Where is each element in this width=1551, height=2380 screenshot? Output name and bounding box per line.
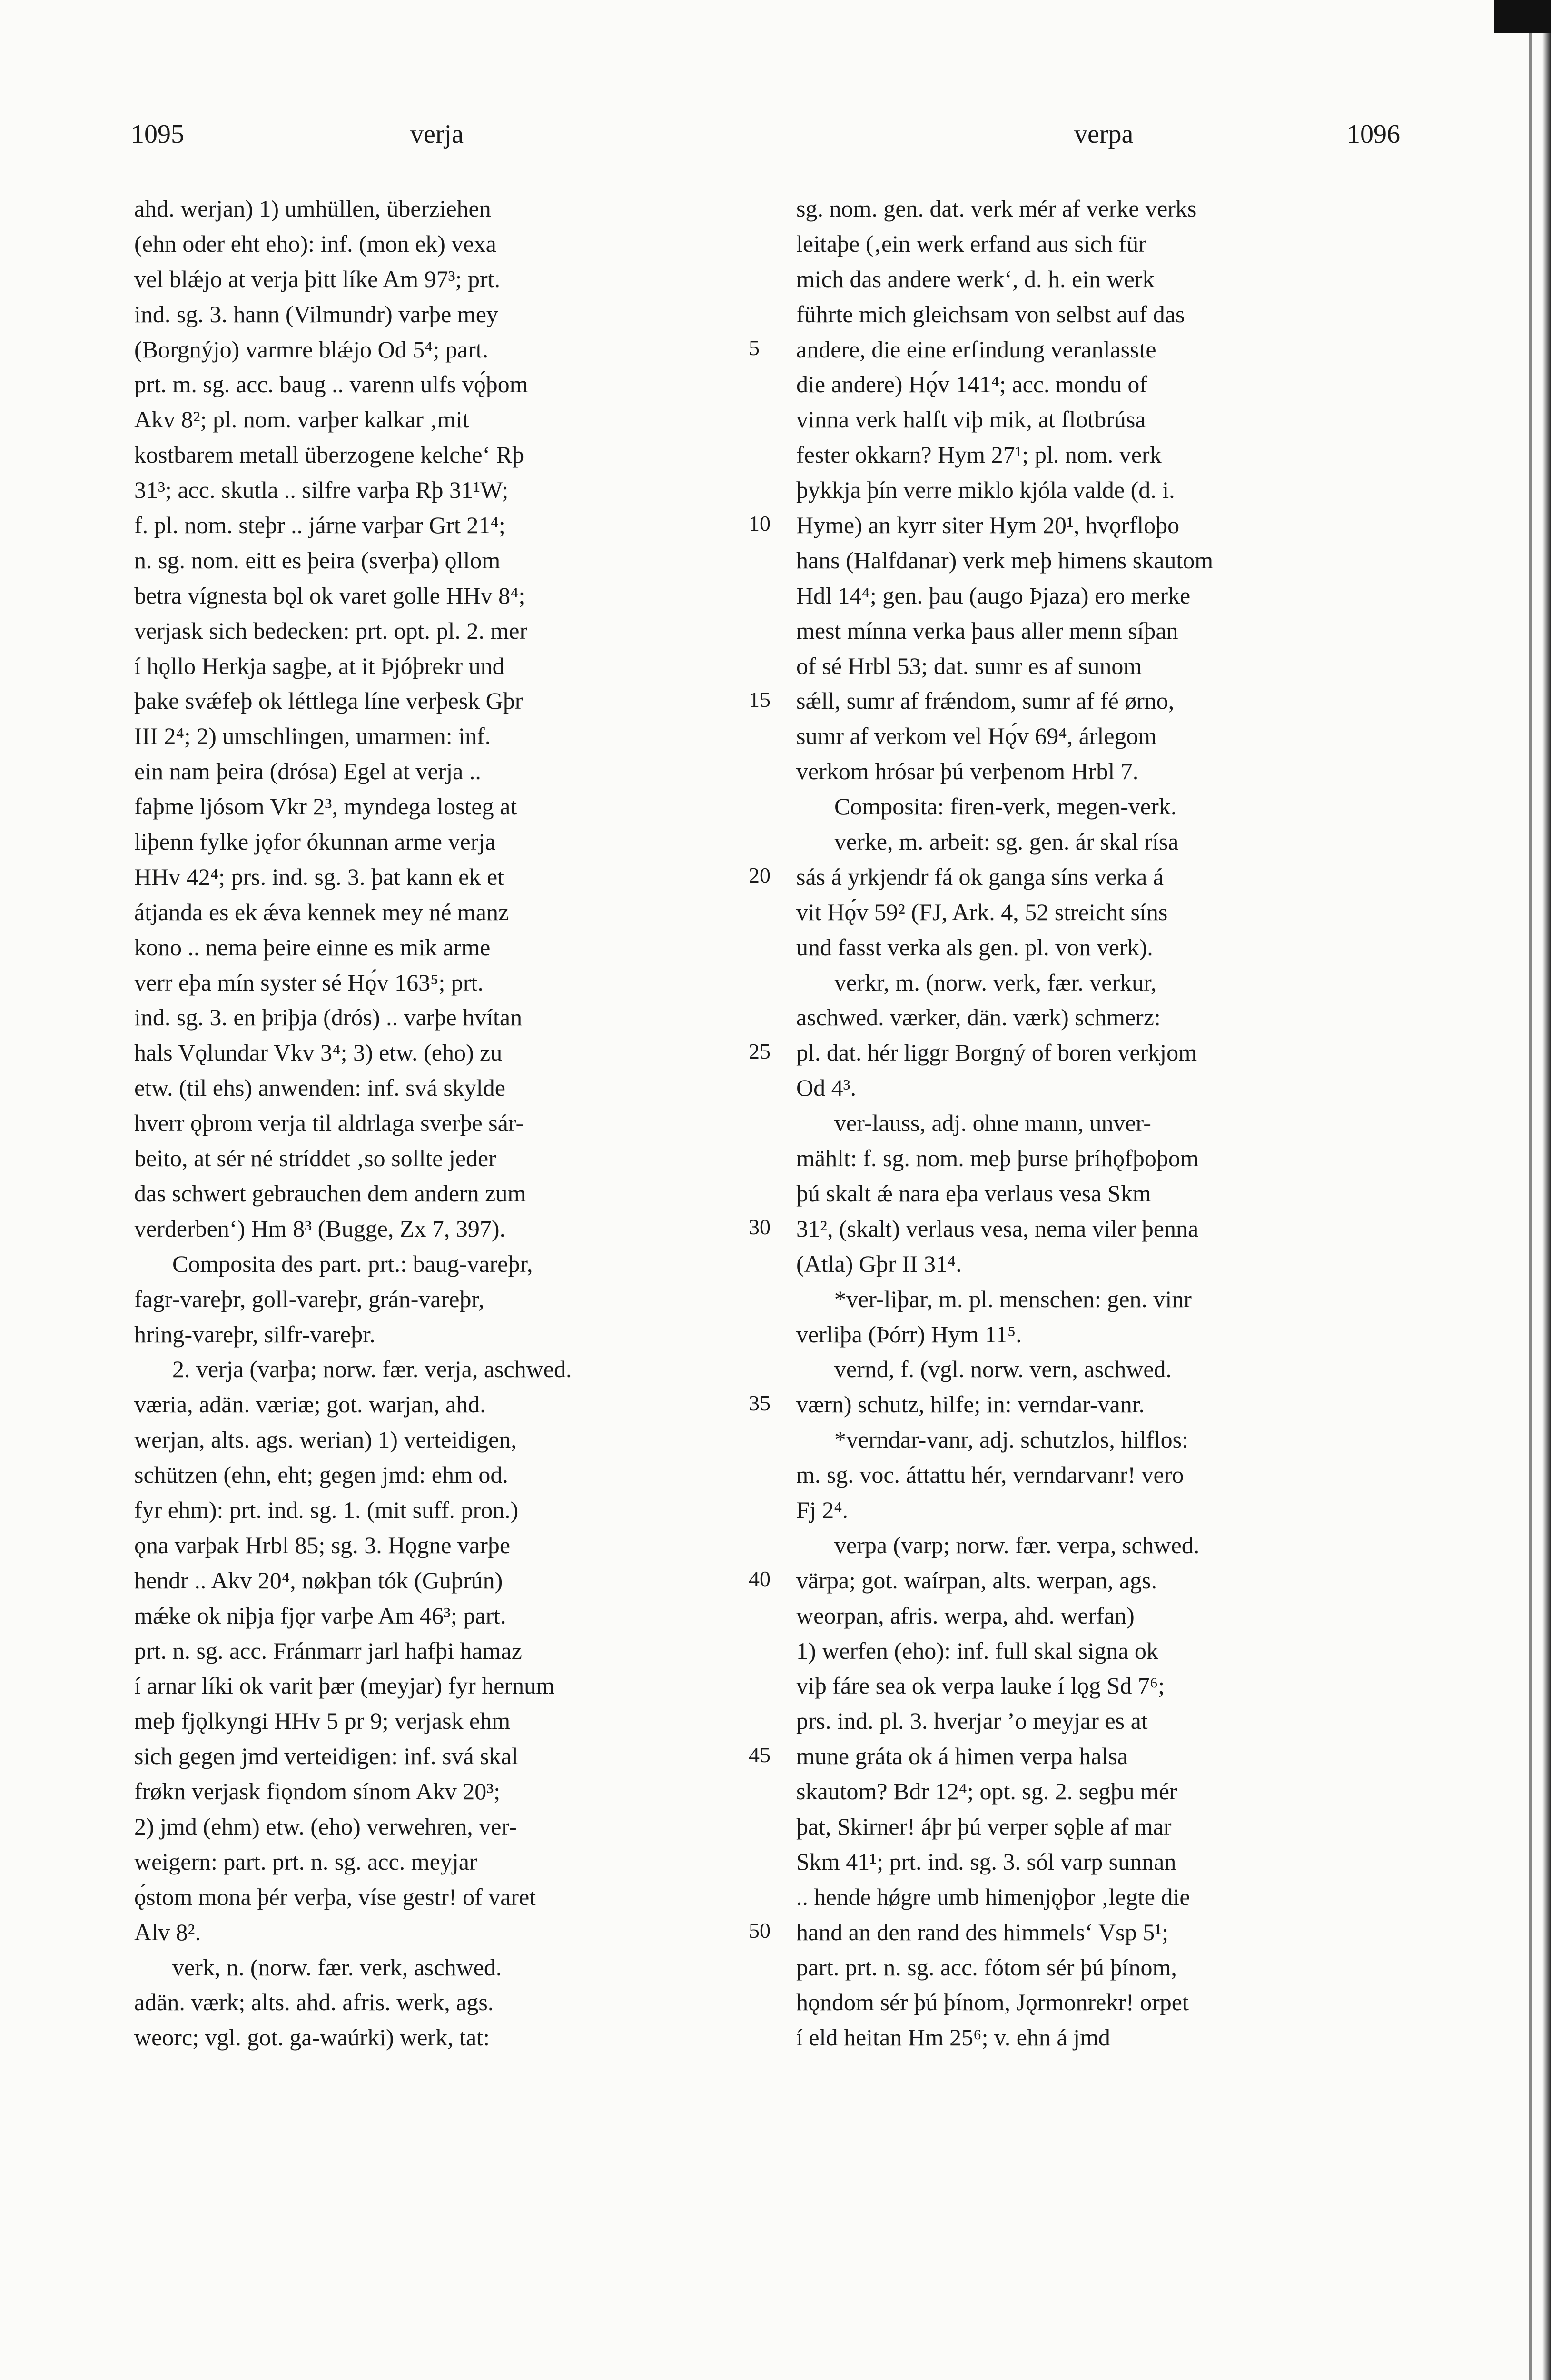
right-column-line: mich das andere werk‘, d. h. ein werk (796, 265, 1155, 292)
left-column-line: adän. værk; alts. ahd. afris. werk, ags. (134, 1989, 494, 2016)
right-column-line: mune gráta ok á himen verpa halsa (796, 1743, 1128, 1770)
right-column-line: Hyme) an kyrr siter Hym 20¹, hvǫrfloþo (796, 512, 1180, 539)
right-column-line: *verndar-vanr, adj. schutzlos, hilflos: (834, 1426, 1189, 1453)
line-number: 40 (749, 1567, 771, 1591)
right-column-line: hǫndom sér þú þínom, Jǫrmonrekr! orpet (796, 1989, 1189, 2016)
right-page-number: 1096 (1347, 119, 1400, 149)
left-column-line: kono .. nema þeire einne es mik arme (134, 933, 491, 961)
scan-edge (1542, 0, 1551, 2380)
right-column-line: viþ fáre sea ok verpa lauke í lǫg Sd 7⁶; (796, 1672, 1165, 1699)
right-column-line: sǽll, sumr af frǽndom, sumr af fé ørno, (796, 687, 1175, 714)
right-column-line: andere, die eine erfindung veranlasste (796, 336, 1156, 363)
right-running-head: verpa (1074, 119, 1134, 149)
right-column-line: part. prt. n. sg. acc. fótom sér þú þínom, (796, 1954, 1177, 1981)
line-number: 50 (749, 1918, 771, 1943)
left-column-line: ind. sg. 3. en þriþja (drós) .. varþe hvítan (134, 1004, 523, 1031)
line-number: 30 (749, 1215, 771, 1240)
right-column-line: Composita: firen-verk, megen-verk. (834, 793, 1177, 820)
left-column-line: III 2⁴; 2) umschlingen, umarmen: inf. (134, 723, 491, 750)
right-column-line: vinna verk halft viþ mik, at flotbrúsa (796, 406, 1146, 433)
left-column-line: prt. m. sg. acc. baug .. varenn ulfs vǫ́þom (134, 371, 528, 398)
left-column-line: 31³; acc. skutla .. silfre varþa Rþ 31¹W; (134, 476, 509, 504)
left-column-line: þake svǽfeþ ok léttlega líne verþesk Gþr (134, 687, 523, 714)
left-column-line: ind. sg. 3. hann (Vilmundr) varþe mey (134, 300, 498, 327)
right-column-line: .. hende hǿgre umb himenjǫþor ‚legte die (796, 1883, 1190, 1910)
right-column-line: aschwed. værker, dän. værk) schmerz: (796, 1004, 1161, 1031)
left-column-line: Akv 8²; pl. nom. varþer kalkar ‚mit (134, 406, 469, 433)
left-column-line: átjanda es ek ǽva kennek mey né manz (134, 898, 509, 925)
left-column-line: verjask sich bedecken: prt. opt. pl. 2. mer (134, 617, 528, 644)
right-column-line: mählt: f. sg. nom. meþ þurse þríhǫfþoþom (796, 1145, 1199, 1172)
right-column-line: verke, m. arbeit: sg. gen. ár skal rísa (834, 828, 1179, 855)
left-column-line: meþ fjǫlkyngi HHv 5 pr 9; verjask ehm (134, 1707, 511, 1735)
right-column-line: (Atla) Gþr II 31⁴. (796, 1250, 962, 1277)
right-column-line: värpa; got. waírpan, alts. werpan, ags. (796, 1567, 1157, 1594)
left-column-line: etw. (til ehs) anwenden: inf. svá skylde (134, 1074, 505, 1101)
right-column-line: weorpan, afris. werpa, ahd. werfan) (796, 1602, 1135, 1629)
left-column-line: vel blǽjo at verja þitt líke Am 97³; prt. (134, 265, 501, 292)
left-column-line: hals Vǫlundar Vkv 3⁴; 3) etw. (eho) zu (134, 1039, 503, 1066)
left-column-line: hring-vareþr, silfr-vareþr. (134, 1320, 375, 1348)
left-column-line: ahd. werjan) 1) umhüllen, überziehen (134, 195, 491, 222)
line-number: 10 (749, 511, 771, 536)
left-column-line: prt. n. sg. acc. Fránmarr jarl hafþi hamaz (134, 1637, 522, 1664)
right-column-line: leitaþe (‚ein werk erfand aus sich für (796, 230, 1146, 257)
left-column-line: ǫ́stom mona þér verþa, víse gestr! of varet (134, 1883, 536, 1910)
line-number: 25 (749, 1039, 771, 1063)
left-column-line: das schwert gebrauchen dem andern zum (134, 1180, 526, 1207)
right-column-line: værn) schutz, hilfe; in: verndar-vanr. (796, 1391, 1145, 1418)
left-column-line: weigern: part. prt. n. sg. acc. meyjar (134, 1848, 477, 1875)
left-running-head: verja (410, 119, 464, 149)
right-column-line: mest mínna verka þaus aller menn síþan (796, 617, 1178, 644)
left-column-line: 2) jmd (ehm) etw. (eho) verwehren, ver- (134, 1813, 517, 1840)
right-column-line: *ver-liþar, m. pl. menschen: gen. vinr (834, 1285, 1192, 1312)
left-column-line: betra vígnesta bǫl ok varet golle HHv 8⁴; (134, 582, 525, 609)
left-column-line: liþenn fylke jǫfor ókunnan arme verja (134, 828, 496, 855)
right-column-line: m. sg. voc. áttattu hér, verndarvanr! vero (796, 1461, 1184, 1488)
left-column-line: verr eþa mín syster sé Hǫ́v 163⁵; prt. (134, 969, 484, 996)
left-column-line: frøkn verjask fiǫndom sínom Akv 20³; (134, 1778, 501, 1805)
right-column-line: Fj 2⁴. (796, 1496, 849, 1523)
right-column-line: þat, Skirner! áþr þú verper sǫþle af mar (796, 1813, 1172, 1840)
left-column-line: f. pl. nom. steþr .. járne varþar Grt 21⁴; (134, 512, 505, 539)
right-column-line: prs. ind. pl. 3. hverjar ’o meyjar es at (796, 1707, 1148, 1735)
right-column-line: 1) werfen (eho): inf. full skal signa ok (796, 1637, 1158, 1664)
right-column-line: fester okkarn? Hym 27¹; pl. nom. verk (796, 441, 1162, 468)
right-column-line: verkr, m. (norw. verk, fær. verkur, (834, 969, 1157, 996)
left-column-line: werjan, alts. ags. werian) 1) verteidigen, (134, 1426, 517, 1453)
left-column-line: væria, adän. væriæ; got. warjan, ahd. (134, 1391, 486, 1418)
right-column-line: vit Hǫ́v 59² (FJ, Ark. 4, 52 streicht síns (796, 898, 1168, 925)
right-column-line: sás á yrkjendr fá ok ganga síns verka á (796, 863, 1164, 890)
line-number: 45 (749, 1742, 771, 1767)
left-column-line: Alv 8². (134, 1918, 201, 1945)
left-column-line: mǽke ok niþja fjǫr varþe Am 46³; part. (134, 1602, 506, 1629)
left-column-line: sich gegen jmd verteidigen: inf. svá skal (134, 1743, 518, 1770)
left-column-line: verderben‘) Hm 8³ (Bugge, Zx 7, 397). (134, 1215, 506, 1242)
left-column-line: kostbarem metall überzogene kelche‘ Rþ (134, 441, 524, 468)
left-column-line: n. sg. nom. eitt es þeira (sverþa) ǫllom (134, 546, 501, 574)
right-column-line: die andere) Hǫ́v 141⁴; acc. mondu of (796, 371, 1148, 398)
left-column-line: í hǫllo Herkja sagþe, at it Þjóþrekr und (134, 652, 504, 679)
right-column-line: pl. dat. hér liggr Borgný of boren verkjom (796, 1039, 1197, 1066)
line-number: 5 (749, 335, 760, 360)
left-column-line: beito, at sér né stríddet ‚so sollte jeder (134, 1145, 496, 1172)
right-column-line: verpa (varp; norw. fær. verpa, schwed. (834, 1531, 1200, 1558)
right-column-line: sumr af verkom vel Hǫ́v 69⁴, árlegom (796, 723, 1157, 750)
left-column-line: faþme ljósom Vkr 2³, myndega losteg at (134, 793, 517, 820)
right-column-line: þykkja þín verre miklo kjóla valde (d. i. (796, 476, 1175, 504)
line-number: 15 (749, 687, 771, 712)
right-column-line: ver-lauss, adj. ohne mann, unver- (834, 1110, 1151, 1137)
left-column-line: hendr .. Akv 20⁴, nøkþan tók (Guþrún) (134, 1567, 503, 1594)
right-column-line: Od 4³. (796, 1074, 857, 1101)
left-column-line: 2. verja (varþa; norw. fær. verja, aschwed. (172, 1356, 572, 1383)
right-column-line: hans (Halfdanar) verk meþ himens skautom (796, 546, 1214, 574)
right-column-line: führte mich gleichsam von selbst auf das (796, 300, 1185, 327)
left-column-line: (Borgnýjo) varmre blǽjo Od 5⁴; part. (134, 336, 489, 363)
right-column-line: sg. nom. gen. dat. verk mér af verke verks (796, 195, 1197, 222)
left-column-line: hverr ǫþrom verja til aldrlaga sverþe sár- (134, 1110, 524, 1137)
right-column-line: verkom hrósar þú verþenom Hrbl 7. (796, 758, 1139, 785)
right-column-line: 31², (skalt) verlaus vesa, nema viler þenna (796, 1215, 1199, 1242)
right-column-line: of sé Hrbl 53; dat. sumr es af sunom (796, 652, 1142, 679)
left-column-line: Composita des part. prt.: baug-vareþr, (172, 1250, 533, 1277)
left-column (134, 191, 762, 2055)
left-column-line: fyr ehm): prt. ind. sg. 1. (mit suff. pron.) (134, 1496, 519, 1523)
left-column-line: verk, n. (norw. fær. verk, aschwed. (172, 1954, 502, 1981)
right-column-line: skautom? Bdr 12⁴; opt. sg. 2. segþu mér (796, 1778, 1177, 1805)
line-number: 20 (749, 863, 771, 888)
right-column-line: und fasst verka als gen. pl. von verk). (796, 933, 1153, 961)
right-column (796, 191, 1424, 2055)
left-column-line: weorc; vgl. got. ga-waúrki) werk, tat: (134, 2024, 490, 2051)
scan-binding-line (1529, 0, 1532, 2380)
left-column-line: ein nam þeira (drósa) Egel at verja .. (134, 758, 481, 785)
right-column-line: Skm 41¹; prt. ind. sg. 3. sól varp sunnan (796, 1848, 1176, 1875)
right-column-line: hand an den rand des himmels‘ Vsp 5¹; (796, 1918, 1168, 1945)
right-column-line: verliþa (Þórr) Hym 11⁵. (796, 1320, 1022, 1348)
left-column-line: (ehn oder eht eho): inf. (mon ek) vexa (134, 230, 496, 257)
left-column-line: schützen (ehn, eht; gegen jmd: ehm od. (134, 1461, 508, 1488)
line-number: 35 (749, 1390, 771, 1415)
scan-corner (1494, 0, 1551, 33)
left-column-line: HHv 42⁴; prs. ind. sg. 3. þat kann ek et (134, 863, 504, 890)
left-column-line: ǫna varþak Hrbl 85; sg. 3. Hǫgne varþe (134, 1531, 511, 1558)
right-column-line: Hdl 14⁴; gen. þau (augo Þjaza) ero merke (796, 582, 1191, 609)
right-column-line: þú skalt ǽ nara eþa verlaus vesa Skm (796, 1180, 1151, 1207)
left-column-line: fagr-vareþr, goll-vareþr, grán-vareþr, (134, 1285, 484, 1312)
right-column-line: í eld heitan Hm 25⁶; v. ehn á jmd (796, 2024, 1110, 2051)
left-column-line: í arnar líki ok varit þær (meyjar) fyr hernum (134, 1672, 555, 1699)
right-column-line: vernd, f. (vgl. norw. vern, aschwed. (834, 1356, 1172, 1383)
left-page-number: 1095 (131, 119, 184, 149)
